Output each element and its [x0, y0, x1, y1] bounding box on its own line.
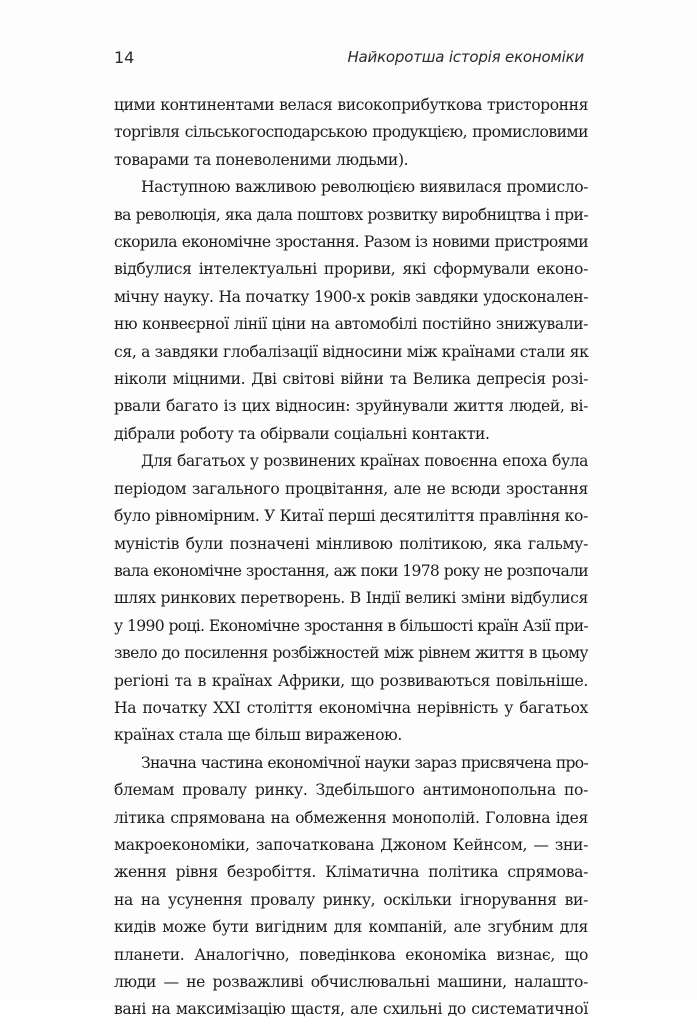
body-text [114, 92, 588, 1024]
text-line: рвали багато із цих відносин: зруйнували життя людей, ві- [114, 397, 588, 416]
paragraph-4 [114, 750, 588, 1024]
text-line: муністів були позначені мінливою політикою, яка гальму- [114, 534, 588, 553]
text-line: скорила економічне зростання. Разом із новими пристроями [114, 233, 588, 252]
text-line: шлях ринкових перетворень. В Індії великі зміни відбулися [114, 589, 588, 608]
paragraph-1 [114, 92, 588, 174]
paragraph-3 [114, 448, 588, 749]
text-line: вані на максимізацію щастя, але схильні до систематичної [114, 1000, 588, 1019]
text-line: дібрали роботу та обірвали соціальні контакти. [114, 424, 490, 443]
text-line: мічну науку. На початку 1900-х років завдяки удосконален- [114, 287, 588, 306]
running-title: Найкоротша історія економіки [347, 48, 584, 66]
text-line: вала економічне зростання, аж поки 1978 року не розпочали [114, 561, 588, 580]
text-line: кидів може бути вигідним для компаній, але згубним для [114, 918, 588, 937]
text-line: ніколи міцними. Дві світові війни та Велика депресія розі- [114, 370, 588, 389]
text-line: Наступною важливою революцією виявилася промисло- [141, 178, 588, 197]
text-line: блемам провалу ринку. Здебільшого антимонопольна по- [114, 781, 588, 800]
text-line: На початку XXI століття економічна нерівність у багатьох [114, 698, 588, 717]
text-line: Для багатьох у розвинених країнах повоєнна епоха була [141, 452, 588, 471]
text-line: відбулися інтелектуальні прориви, які сформували еконо- [114, 260, 588, 279]
text-line: було рівномірним. У Китаї перші десятиліття правління ко- [114, 507, 588, 526]
text-line: літика спрямована на обмеження монополій. Головна ідея [114, 808, 588, 827]
text-line: Значна частина економічної науки зараз присвячена про- [141, 753, 588, 772]
text-line: торгівля сільськогосподарською продукцією, промисловими [114, 123, 588, 142]
text-line: цими континентами велася високоприбуткова тристороння [114, 96, 588, 114]
text-line: товарами та поневоленими людьми). [114, 150, 409, 169]
text-line: ся, а завдяки глобалізації відносини між країнами стали як [114, 342, 589, 361]
text-line: ва революція, яка дала поштовх розвитку виробництва і при- [114, 205, 588, 224]
paragraph-2 [114, 174, 588, 448]
text-line: ню конвеєрної лінії ціни на автомобілі постійно знижували- [114, 315, 588, 334]
page-header [114, 48, 584, 72]
text-line: планети. Аналогічно, поведінкова економіка визнає, що [114, 945, 588, 964]
text-line: регіоні та в країнах Африки, що розвиваються повільніше. [114, 671, 588, 690]
text-line: ження рівня безробіття. Кліматична політика спрямова- [114, 863, 588, 882]
text-line: у 1990 році. Економічне зростання в більшості країн Азії при- [114, 616, 588, 635]
text-line: люди — не розважливі обчислювальні машини, налашто- [114, 973, 588, 991]
text-line: країнах стала ще більш вираженою. [114, 726, 402, 745]
text-line: звело до посилення розбіжностей між рівнем життя в цьому [114, 644, 588, 663]
text-line: на на усунення провалу ринку, оскільки ігнорування ви- [114, 890, 588, 909]
page-number: 14 [114, 48, 135, 67]
text-line: макроекономіки, започаткована Джоном Кейнсом, — зни- [114, 835, 588, 854]
text-line: періодом загального процвітання, але не всюди зростання [114, 479, 588, 498]
